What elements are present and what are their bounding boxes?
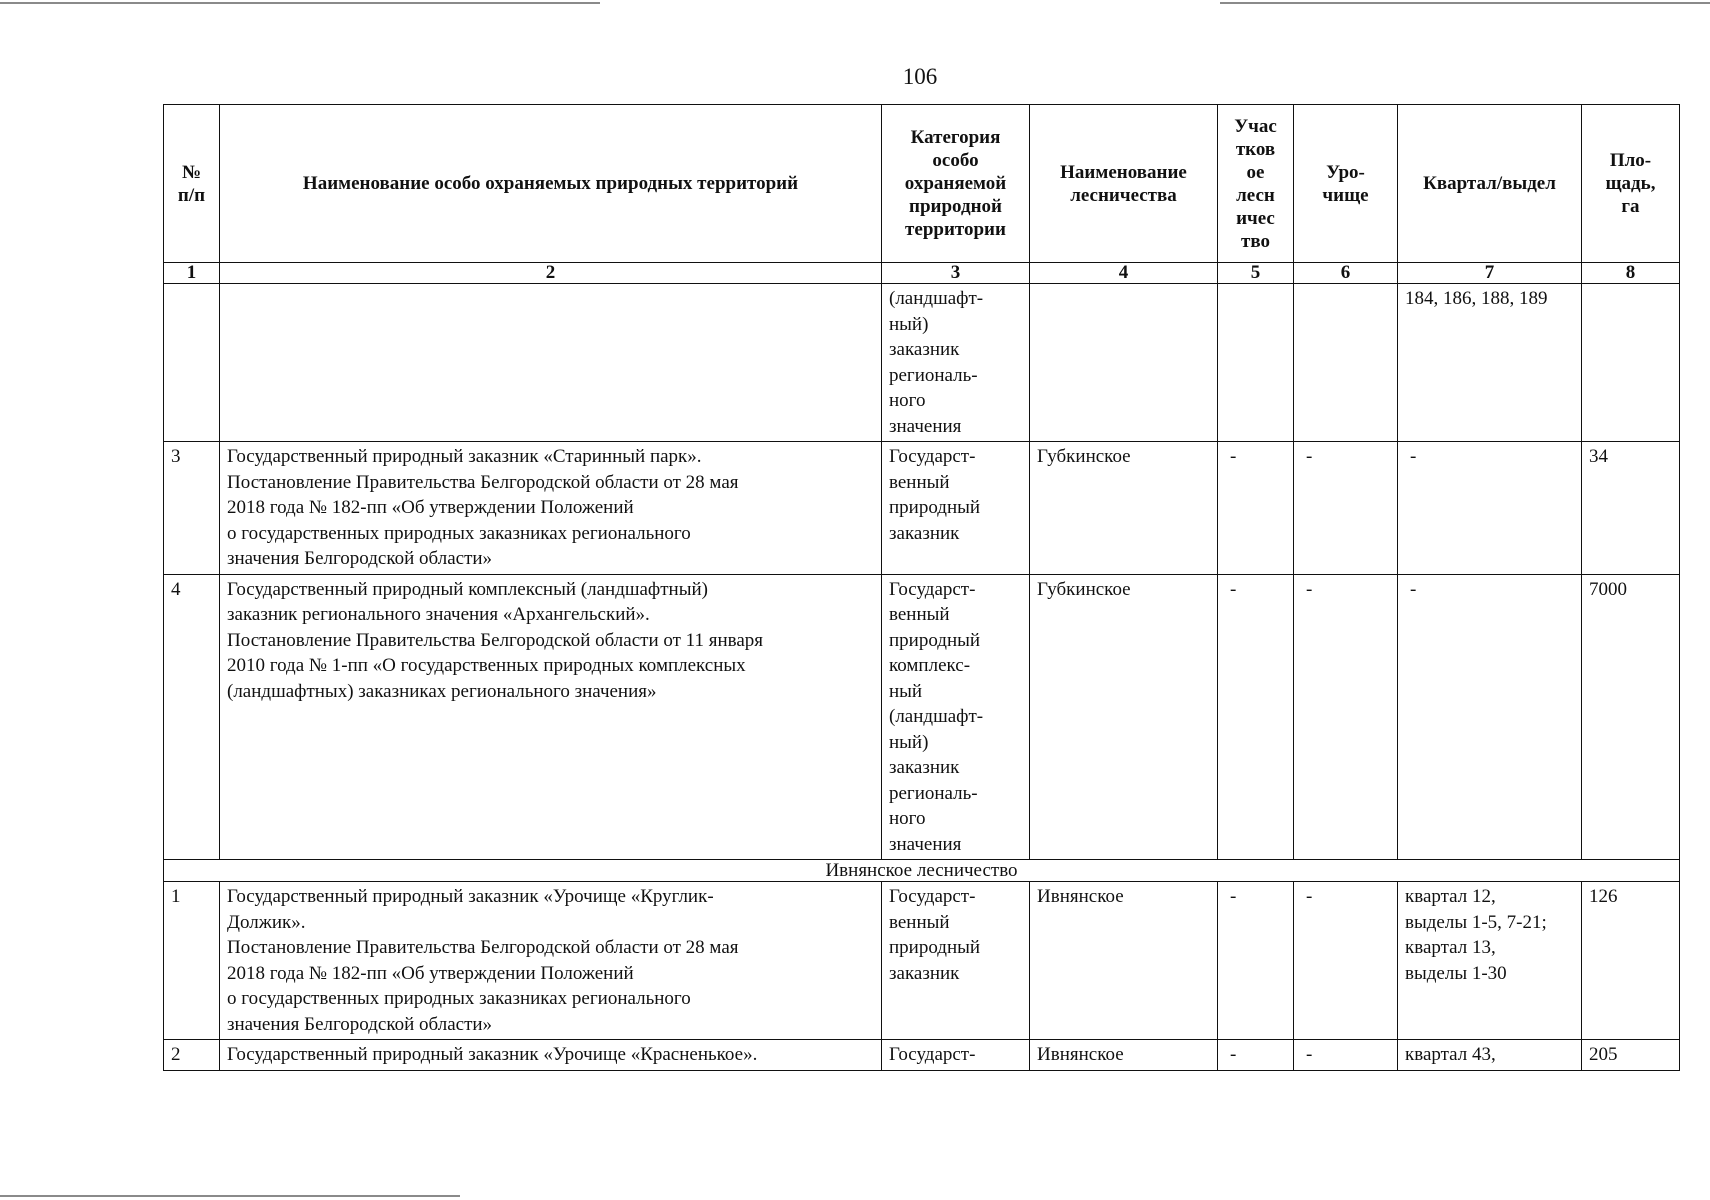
cell-col-territory-name bbox=[220, 284, 882, 442]
column-number-2: 2 bbox=[220, 263, 882, 284]
cell-col-quarter-allotment: - bbox=[1398, 574, 1582, 860]
cell-col-territory-name: Государственный природный комплексный (ландшафтный) заказник регионального значения «Архангельский». Постановление Правительства Белгородской области от 11 января 2010 года № 1-пп «О государственных природных комплексных (ландшафтных) заказниках регионального значения» bbox=[220, 574, 882, 860]
cell-col-quarter-allotment: - bbox=[1398, 442, 1582, 575]
cell-col-area: 126 bbox=[1582, 882, 1680, 1040]
cell-col-forestry: Губкинское bbox=[1030, 574, 1218, 860]
cell-col-tract bbox=[1294, 284, 1398, 442]
header-col-forestry: Наименование лесничества bbox=[1030, 105, 1218, 263]
cell-col-forestry bbox=[1030, 284, 1218, 442]
cell-col-quarter-allotment: 184, 186, 188, 189 bbox=[1398, 284, 1582, 442]
header-col-number: № п/п bbox=[164, 105, 220, 263]
column-number-4: 4 bbox=[1030, 263, 1218, 284]
cell-col-territory-name: Государственный природный заказник «Старинный парк». Постановление Правительства Белгородской области от 28 мая 2018 года № 182-пп «Об утверждении Положений о государственных природных заказниках регионального значения Белгородской области» bbox=[220, 442, 882, 575]
cell-col-territory-name: Государственный природный заказник «Урочище «Круглик- Должик». Постановление Правительства Белгородской области от 28 мая 2018 года № 182-пп «Об утверждении Положений о государственных природных заказниках регионального значения Белгородской области» bbox=[220, 882, 882, 1040]
cell-col-number: 4 bbox=[164, 574, 220, 860]
scan-edge-bottom-left bbox=[0, 1195, 460, 1197]
table-row bbox=[164, 574, 1680, 860]
cell-col-district-forestry bbox=[1218, 284, 1294, 442]
cell-col-category: Государст- венный природный заказник bbox=[882, 442, 1030, 575]
cell-col-number: 3 bbox=[164, 442, 220, 575]
column-number-8: 8 bbox=[1582, 263, 1680, 284]
page-number: 106 bbox=[902, 64, 938, 89]
reserves-table bbox=[163, 104, 1680, 1071]
table-row bbox=[164, 442, 1680, 575]
cell-col-number bbox=[164, 284, 220, 442]
section-row bbox=[164, 860, 1680, 882]
header-col-quarter-allotment: Квартал/выдел bbox=[1398, 105, 1582, 263]
header-col-category: Категория особо охраняемой природной территории bbox=[882, 105, 1030, 263]
column-number-3: 3 bbox=[882, 263, 1030, 284]
scan-edge-top-right bbox=[1220, 2, 1710, 4]
cell-col-forestry: Губкинское bbox=[1030, 442, 1218, 575]
column-number-row bbox=[164, 263, 1680, 284]
cell-col-area bbox=[1582, 284, 1680, 442]
table-body bbox=[164, 284, 1680, 1071]
cell-col-territory-name: Государственный природный заказник «Урочище «Красненькое». bbox=[220, 1040, 882, 1071]
cell-col-tract: - bbox=[1294, 442, 1398, 575]
cell-col-area: 7000 bbox=[1582, 574, 1680, 860]
cell-col-district-forestry: - bbox=[1218, 442, 1294, 575]
cell-col-number: 2 bbox=[164, 1040, 220, 1071]
table-row bbox=[164, 882, 1680, 1040]
column-number-7: 7 bbox=[1398, 263, 1582, 284]
cell-col-forestry: Ивнянское bbox=[1030, 1040, 1218, 1071]
cell-col-district-forestry: - bbox=[1218, 574, 1294, 860]
cell-col-category: Государст- венный природный заказник bbox=[882, 882, 1030, 1040]
cell-col-quarter-allotment: квартал 12, выделы 1-5, 7-21; квартал 13, выделы 1-30 bbox=[1398, 882, 1582, 1040]
cell-col-tract: - bbox=[1294, 574, 1398, 860]
cell-col-area: 34 bbox=[1582, 442, 1680, 575]
section-title: Ивнянское лесничество bbox=[164, 860, 1680, 882]
header-col-tract: Уро- чище bbox=[1294, 105, 1398, 263]
cell-col-category: Государст- венный природный комплекс- ный (ландшафт- ный) заказник региональ- ного значения bbox=[882, 574, 1030, 860]
table-header bbox=[164, 105, 1680, 284]
header-col-area: Пло- щадь, га bbox=[1582, 105, 1680, 263]
cell-col-category: (ландшафт- ный) заказник региональ- ного значения bbox=[882, 284, 1030, 442]
cell-col-number: 1 bbox=[164, 882, 220, 1040]
cell-col-forestry: Ивнянское bbox=[1030, 882, 1218, 1040]
table-row bbox=[164, 1040, 1680, 1071]
header-col-territory-name: Наименование особо охраняемых природных территорий bbox=[220, 105, 882, 263]
cell-col-district-forestry: - bbox=[1218, 1040, 1294, 1071]
reserves-table-wrapper bbox=[163, 104, 1679, 1071]
column-number-6: 6 bbox=[1294, 263, 1398, 284]
cell-col-category: Государст- bbox=[882, 1040, 1030, 1071]
header-col-district-forestry: Учас тков ое лесн ичес тво bbox=[1218, 105, 1294, 263]
cell-col-tract: - bbox=[1294, 1040, 1398, 1071]
cell-col-district-forestry: - bbox=[1218, 882, 1294, 1040]
column-number-1: 1 bbox=[164, 263, 220, 284]
cell-col-tract: - bbox=[1294, 882, 1398, 1040]
table-row bbox=[164, 284, 1680, 442]
column-number-5: 5 bbox=[1218, 263, 1294, 284]
scan-edge-top-left bbox=[0, 2, 600, 4]
cell-col-area: 205 bbox=[1582, 1040, 1680, 1071]
cell-col-quarter-allotment: квартал 43, bbox=[1398, 1040, 1582, 1071]
header-row bbox=[164, 105, 1680, 263]
